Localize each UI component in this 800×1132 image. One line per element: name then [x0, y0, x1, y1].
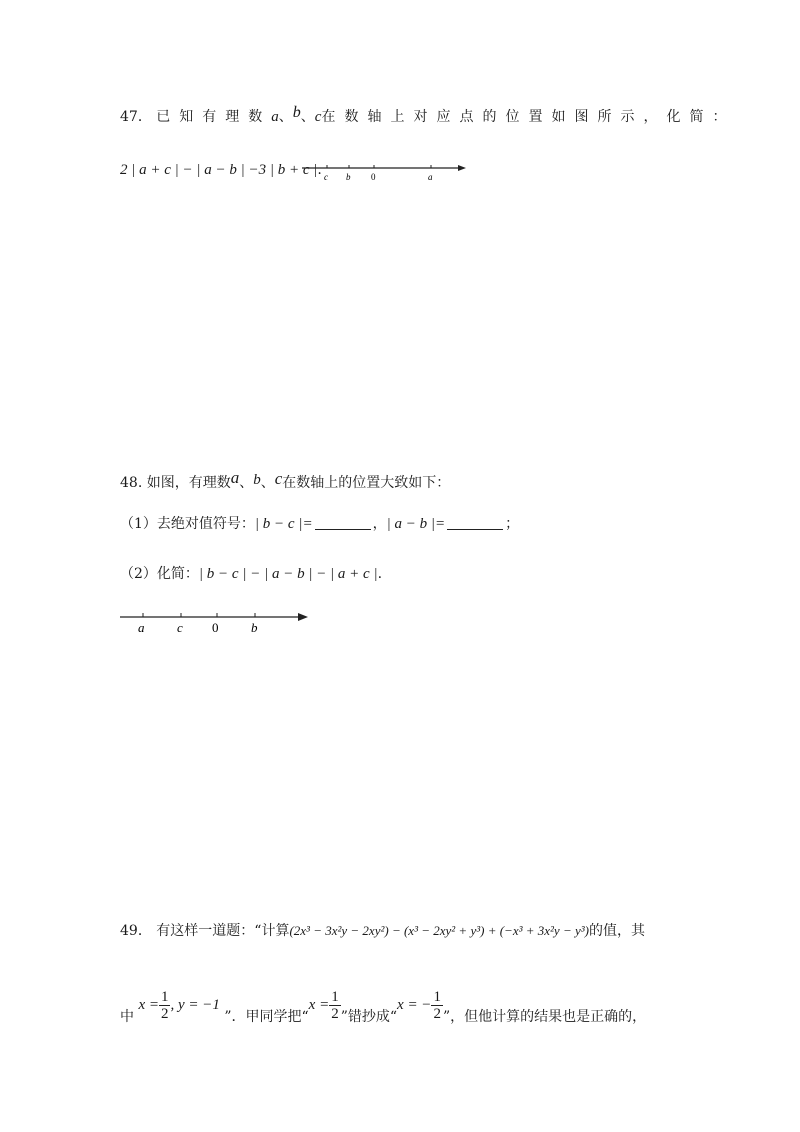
- q49-half-num: 1: [160, 988, 169, 1005]
- q47-period: .: [317, 162, 322, 178]
- q49-wrong-x: x =: [308, 997, 330, 1013]
- q49-line2-mid2: ”错抄成“: [340, 1009, 398, 1025]
- q48-var-b: b: [253, 472, 261, 488]
- q48-sep2: 、: [260, 475, 275, 491]
- q47-label-c: c: [324, 172, 328, 182]
- q48-part1-expr2: | a − b |=: [386, 516, 446, 532]
- q49-cond-x: x =: [138, 997, 159, 1013]
- q49-expression: (2x³ − 3x²y − 2xy²) − (x³ − 2xy² + y³) + (−x³ + 3x²y − y³): [289, 923, 589, 938]
- q48-var-a: a: [230, 468, 240, 487]
- q48-stem-text: 如图，有理数: [146, 475, 231, 491]
- q49-line2-mid1: ”．甲同学把“: [224, 1009, 309, 1025]
- q47-expression: 2 | a + c | − | a − b | −3 | b + c |: [120, 162, 318, 178]
- q47-number-line: [300, 160, 470, 186]
- q47-stem-text: 已知有理数: [156, 109, 272, 125]
- q48-blank-2[interactable]: [447, 515, 503, 530]
- q47-var-b: b: [292, 104, 301, 121]
- q49-stem-text: 有这样一道题：“计算: [156, 923, 290, 939]
- q48-number: 48.: [120, 475, 143, 491]
- q48-part1-end: ；: [505, 516, 520, 532]
- q47-label-b: b: [346, 172, 351, 182]
- q48-label-c: c: [177, 620, 183, 635]
- q49-cond-y: , y = −1: [170, 997, 220, 1013]
- q48-stem: [120, 468, 450, 493]
- q49-line2: [120, 988, 646, 1034]
- q48-part2-end: .: [377, 566, 383, 582]
- q48-sep1: 、: [239, 475, 254, 491]
- q48-part2-label: （2）化简：: [120, 566, 199, 582]
- q49-neg-half-den: 2: [433, 1005, 441, 1022]
- q48-part2-expr: | b − c | − | a − b | − | a + c |: [198, 566, 378, 582]
- q49-fraction-neg-half: [431, 989, 443, 1022]
- q48-blank-1[interactable]: [315, 515, 371, 530]
- q48-part1-expr1: | b − c |=: [254, 516, 313, 532]
- q48-var-c: c: [274, 469, 283, 488]
- q47-sep1: 、: [278, 109, 293, 125]
- q49-half-den: 2: [160, 1005, 169, 1022]
- q47-label-a: a: [428, 172, 433, 182]
- q47-label-0: 0: [371, 172, 376, 182]
- q49-line2-start: 中: [120, 1009, 134, 1025]
- q48-label-b: b: [251, 620, 258, 635]
- q48-part1-label: （1）去绝对值符号：: [120, 516, 255, 532]
- q47-axis-arrow-icon: [458, 165, 466, 171]
- q47-expression-line: [120, 160, 322, 180]
- q48-label-a: a: [138, 620, 145, 635]
- q47-sep2: 、: [300, 109, 315, 125]
- q49-fraction-half-2: [329, 989, 341, 1022]
- q49-half-den-2: 2: [331, 1005, 339, 1022]
- q49-number: 49．: [120, 923, 152, 939]
- q47-stem-text2: 在数轴上对应点的位置如图所示，化简：: [321, 109, 736, 125]
- q47-number: 47．: [120, 109, 152, 125]
- q49-stem-end: 的值，其: [588, 923, 645, 939]
- q48-part2: [120, 564, 382, 584]
- q48-axis-arrow-icon: [298, 613, 308, 621]
- q48-label-0: 0: [212, 620, 219, 635]
- q48-part1: [120, 514, 519, 534]
- q49-half-num-2: 1: [331, 988, 339, 1005]
- q48-number-line: [118, 608, 313, 638]
- q47-var-c: c: [314, 109, 322, 125]
- q49-wrong-x2: x = −: [397, 997, 432, 1013]
- q48-part1-comma: ，: [372, 516, 387, 532]
- q49-stem: [120, 921, 645, 941]
- q49-fraction-half: [159, 989, 171, 1022]
- q49-line2-end: ”，但他计算的结果也是正确的，: [442, 1009, 647, 1025]
- q47-var-a: a: [271, 109, 279, 125]
- q48-stem-text2: 在数轴上的位置大致如下：: [282, 475, 451, 491]
- q47-stem: [120, 103, 735, 127]
- q49-neg-half-num: 1: [433, 988, 441, 1005]
